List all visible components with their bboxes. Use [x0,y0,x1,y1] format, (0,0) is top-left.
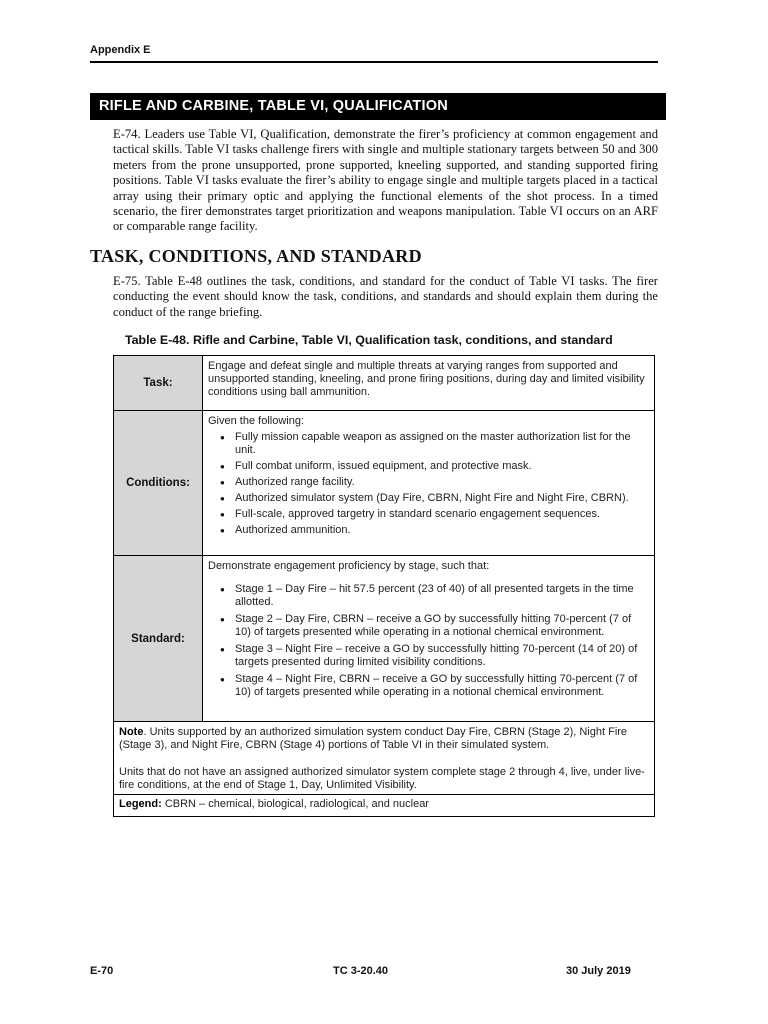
note-body-1: . Units supported by an authorized simulation system conduct Day Fire, CBRN (Stage 2), Night Fire (Stage 3), and Night Fire, CBRN (Stage 4) portions of Table VI in their simulated system. [119,726,628,751]
condition-item: ● Full combat uniform, issued equipment, and protective mask. [208,460,648,473]
standard-item: ● Stage 4 – Night Fire, CBRN – receive a GO by successfully hitting 70-percent (7 of 10) of targets presented while operating in a notional chemical environment. [208,673,648,699]
note-label: Note [119,726,144,738]
conditions-list [208,431,648,537]
condition-item: ● Authorized simulator system (Day Fire, CBRN, Night Fire and Night Fire, CBRN). [208,492,648,505]
header-rule [90,61,658,63]
task-text: Engage and defeat single and multiple threats at varying ranges from supported and unsupported standing, kneeling, and prone firing positions, during day and limited visibility conditions using ball ammunition. [208,360,645,398]
condition-item: ● Full-scale, approved targetry in standard scenario engagement sequences. [208,508,648,521]
publication-date: 30 July 2019 [566,965,631,977]
table-row-conditions [114,411,654,556]
condition-item: ● Authorized range facility. [208,476,648,489]
legend-body: CBRN – chemical, biological, radiological, and nuclear [161,798,429,810]
conditions-label: Conditions: [114,411,203,555]
table-row-legend [114,795,654,815]
condition-item: ● Authorized ammunition. [208,524,648,537]
standard-item: ● Stage 2 – Day Fire, CBRN – receive a GO by successfully hitting 70-percent (7 of 10) of targets presented while operating in a notional chemical environment. [208,613,648,639]
table-caption: Table E-48. Rifle and Carbine, Table VI, Qualification task, conditions, and standard [125,333,613,347]
standard-intro: Demonstrate engagement proficiency by stage, such that: [208,560,490,572]
running-header: Appendix E [90,44,151,56]
legend-label: Legend: [119,798,162,810]
note-text-1 [119,726,648,752]
section-title: RIFLE AND CARBINE, TABLE VI, QUALIFICATION [99,98,448,114]
note-body-2: Units that do not have an assigned authorized simulator system complete stage 2 through 4, live, under live-fire conditions, at the end of Stage 1, Day, Unlimited Visibility. [119,766,645,791]
publication-id: TC 3-20.40 [333,965,389,977]
section-heading: TASK, CONDITIONS, AND STANDARD [90,246,422,266]
standard-list [208,583,648,699]
paragraph-e74: E-74. Leaders use Table VI, Qualification, demonstrate the firer’s proficiency at common engagement and tactical skills. Table VI tasks challenge firers with single and multiple stationary targets between 50 and 300 meters from the prone unsupported, prone supported, kneeling supported, and standing supported firing positions. Table VI tasks evaluate the firer’s ability to engage single and multiple targets placed in a tactical array using their primary optic and applying the functional elements of the shot process. In a timed scenario, the firer demonstrates target prioritization and weapons manipulation. Table VI occurs on an ARF or comparable range facility. [113,127,658,234]
task-label: Task: [114,356,203,410]
standard-label: Standard: [114,556,203,721]
paragraph-e75: E-75. Table E-48 outlines the task, conditions, and standard for the conduct of Table VI tasks. The firer conducting the event should know the task, conditions, and standards and should explain them during the conduct of the range briefing. [113,274,658,319]
conditions-cell [208,415,648,537]
condition-item: ● Fully mission capable weapon as assigned on the master authorization list for the unit. [208,431,648,457]
table-row-standard [114,556,654,722]
standard-item: ● Stage 1 – Day Fire – hit 57.5 percent (23 of 40) of all presented targets in the time allotted. [208,583,648,609]
task-conditions-standard-table [113,355,655,817]
standard-cell [208,560,648,699]
conditions-intro: Given the following: [208,415,304,427]
legend-text [119,798,648,811]
standard-item: ● Stage 3 – Night Fire – receive a GO by successfully hitting 70-percent (14 of 20) of targets presented during limited visibility conditions. [208,643,648,669]
table-row-note [114,722,654,795]
table-row-task [114,356,654,411]
page-number: E-70 [90,965,114,977]
section-banner [90,93,666,120]
